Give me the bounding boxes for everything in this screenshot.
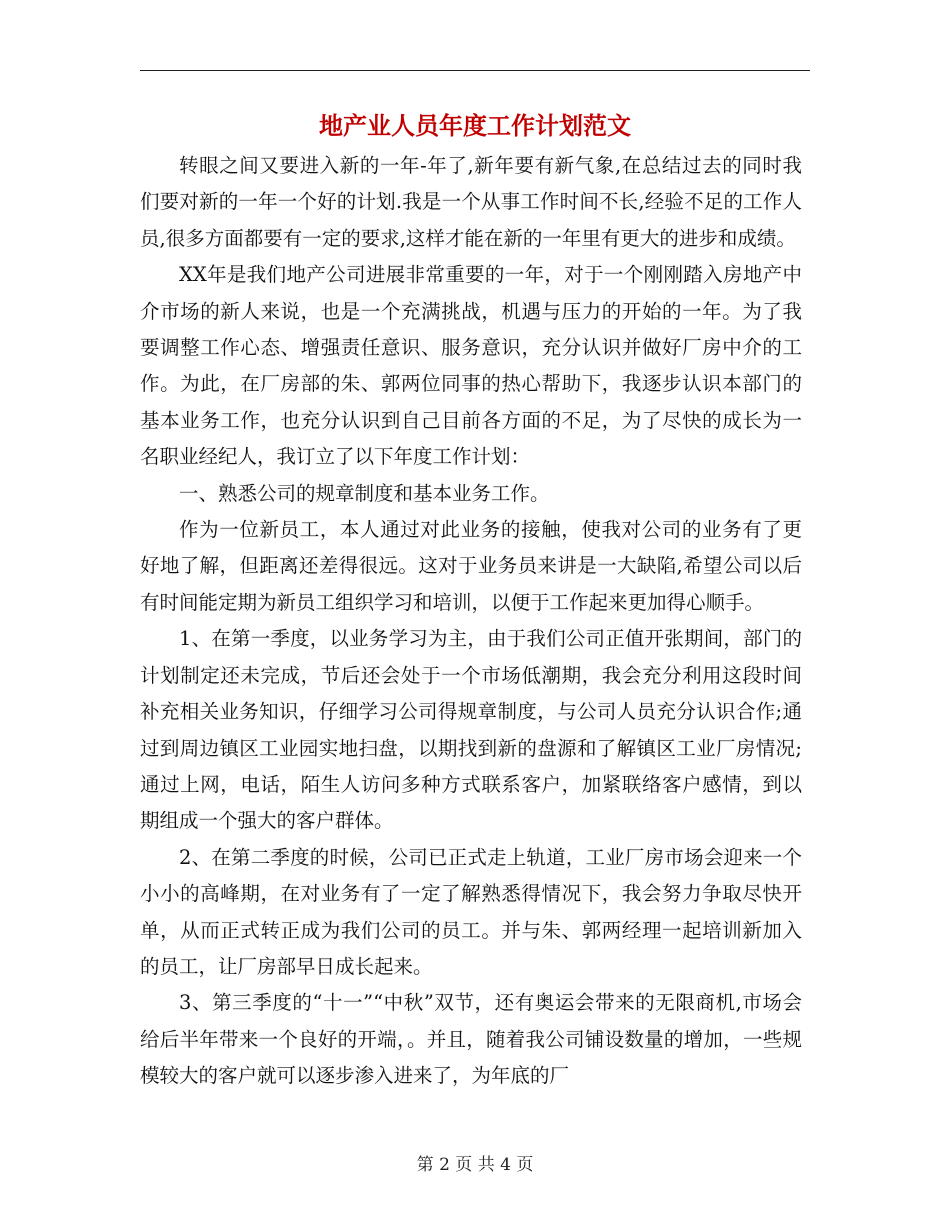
paragraph-new-employee: 作为一位新员工，本人通过对此业务的接触，使我对公司的业务有了更好地了解，但距离还差得很远。这对于业务员来讲是一大缺陷,希望公司以后有时间能定期为新员工组织学习和培训，以便于工作起来更加得心顺手。 [140, 518, 802, 614]
paragraph-q2: 2、在第二季度的时候，公司已正式走上轨道，工业厂房市场会迎来一个小小的高峰期，在对业务有了一定了解熟悉得情况下，我会努力争取尽快开单，从而正式转正成为我们公司的员工。并与朱、郭两经理一起培训新加入的员工，让厂房部早日成长起来。 [140, 845, 802, 978]
section-heading-1: 一、熟悉公司的规章制度和基本业务工作。 [179, 481, 550, 505]
header-rule [140, 70, 810, 71]
paragraph-q1: 1、在第一季度，以业务学习为主，由于我们公司正值开张期间，部门的计划制定还未完成，节后还会处于一个市场低潮期，我会充分利用这段时间补充相关业务知识，仔细学习公司得规章制度，与公司人员充分认识合作;通过到周边镇区工业园实地扫盘，以期找到新的盘源和了解镇区工业厂房情况;通过上网，电话，陌生人访问多种方式联系客户，加紧联络客户感情，到以期组成一个强大的客户群体。 [140, 627, 802, 833]
document-body [140, 148, 802, 1095]
document-title: 地产业人员年度工作计划范文 [319, 112, 631, 140]
paragraph-q3: 3、第三季度的“十一”“中秋”双节，还有奥运会带来的无限商机,市场会给后半年带来一个良好的开端，。并且，随着我公司铺设数量的增加，一些规模较大的客户就可以逐步渗入进来了，为年底的厂 [140, 991, 802, 1088]
paragraph-year-overview: XX年是我们地产公司进展非常重要的一年，对于一个刚刚踏入房地产中介市场的新人来说，也是一个充满挑战，机遇与压力的开始的一年。为了我要调整工作心态、增强责任意识、服务意识，充分认识并做好厂房中介的工作。为此，在厂房部的朱、郭两位同事的热心帮助下，我逐步认识本部门的基本业务工作，也充分认识到自己目前各方面的不足，为了尽快的成长为一名职业经纪人，我订立了以下年度工作计划： [140, 263, 802, 469]
page-number: 第 2 页 共 4 页 [416, 1155, 534, 1175]
paragraph-intro: 转眼之间又要进入新的一年-年了,新年要有新气象,在总结过去的同时我们要对新的一年一个好的计划.我是一个从事工作时间不长,经验不足的工作人员,很多方面都要有一定的要求,这样才能在新的一年里有更大的进步和成绩。 [140, 154, 802, 250]
